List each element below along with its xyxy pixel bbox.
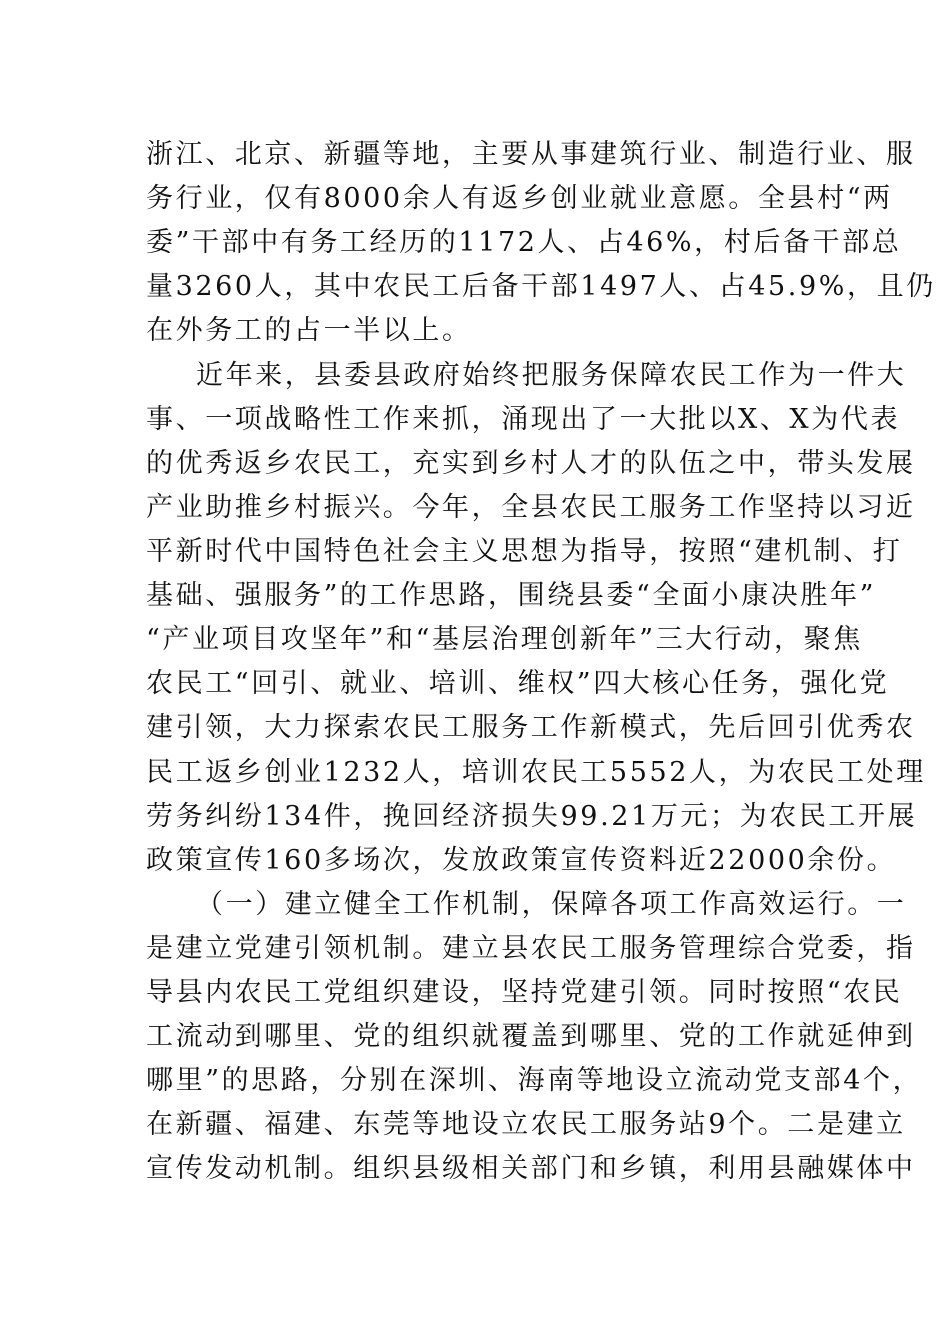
text-line: 事、一项战略性工作来抓，涌现出了一大批以X、X为代表 bbox=[146, 404, 901, 435]
text-line: 基础、强服务”的工作思路，围绕县委“全面小康决胜年” bbox=[146, 580, 877, 611]
paragraph-first-line: 近年来，县委县政府始终把服务保障农民工作为一件大 bbox=[196, 360, 907, 391]
text-line: 浙江、北京、新疆等地，主要从事建筑行业、制造行业、服 bbox=[146, 139, 916, 170]
text-line: 工流动到哪里、党的组织就覆盖到哪里、党的工作就延伸到 bbox=[146, 1021, 916, 1052]
text-line: 在新疆、福建、东莞等地设立农民工服务站9个。二是建立 bbox=[146, 1109, 906, 1140]
text-line: 哪里”的思路，分别在深圳、海南等地设立流动党支部4个， bbox=[146, 1065, 923, 1096]
text-line: 委”干部中有务工经历的1172人、占46%，村后备干部总 bbox=[146, 227, 902, 258]
text-line: 宣传发动机制。组织县级相关部门和乡镇，利用县融媒体中 bbox=[146, 1153, 916, 1184]
text-line: 政策宣传160多场次，发放政策宣传资料近22000余份。 bbox=[146, 845, 897, 876]
text-line: “产业项目攻坚年”和“基层治理创新年”三大行动，聚焦 bbox=[146, 624, 863, 655]
text-line: 劳务纠纷134件，挽回经济损失99.21万元；为农民工开展 bbox=[146, 801, 918, 832]
text-line: 的优秀返乡农民工，充实到乡村人才的队伍之中，带头发展 bbox=[146, 448, 916, 479]
text-line: 导县内农民工党组织建设，坚持党建引领。同时按照“农民 bbox=[146, 977, 903, 1008]
text-line: 产业助推乡村振兴。今年，全县农民工服务工作坚持以习近 bbox=[146, 492, 916, 523]
text-line: 务行业，仅有8000余人有返乡创业就业意愿。全县村“两 bbox=[146, 183, 893, 214]
text-line: 在外务工的占一半以上。 bbox=[146, 315, 472, 346]
text-line: 是建立党建引领机制。建立县农民工服务管理综合党委，指 bbox=[146, 933, 916, 964]
text-line: 平新时代中国特色社会主义思想为指导，按照“建机制、打 bbox=[146, 536, 903, 567]
text-line: 民工返乡创业1232人，培训农民工5552人，为农民工处理 bbox=[146, 757, 926, 788]
text-line: 建引领，大力探索农民工服务工作新模式，先后回引优秀农 bbox=[146, 712, 916, 743]
text-line: 农民工“回引、就业、培训、维权”四大核心任务，强化党 bbox=[146, 668, 890, 699]
text-line: 量3260人，其中农民工后备干部1497人、占45.9%，且仍 bbox=[146, 271, 936, 302]
section-heading-line: （一）建立健全工作机制，保障各项工作高效运行。一 bbox=[196, 889, 907, 920]
